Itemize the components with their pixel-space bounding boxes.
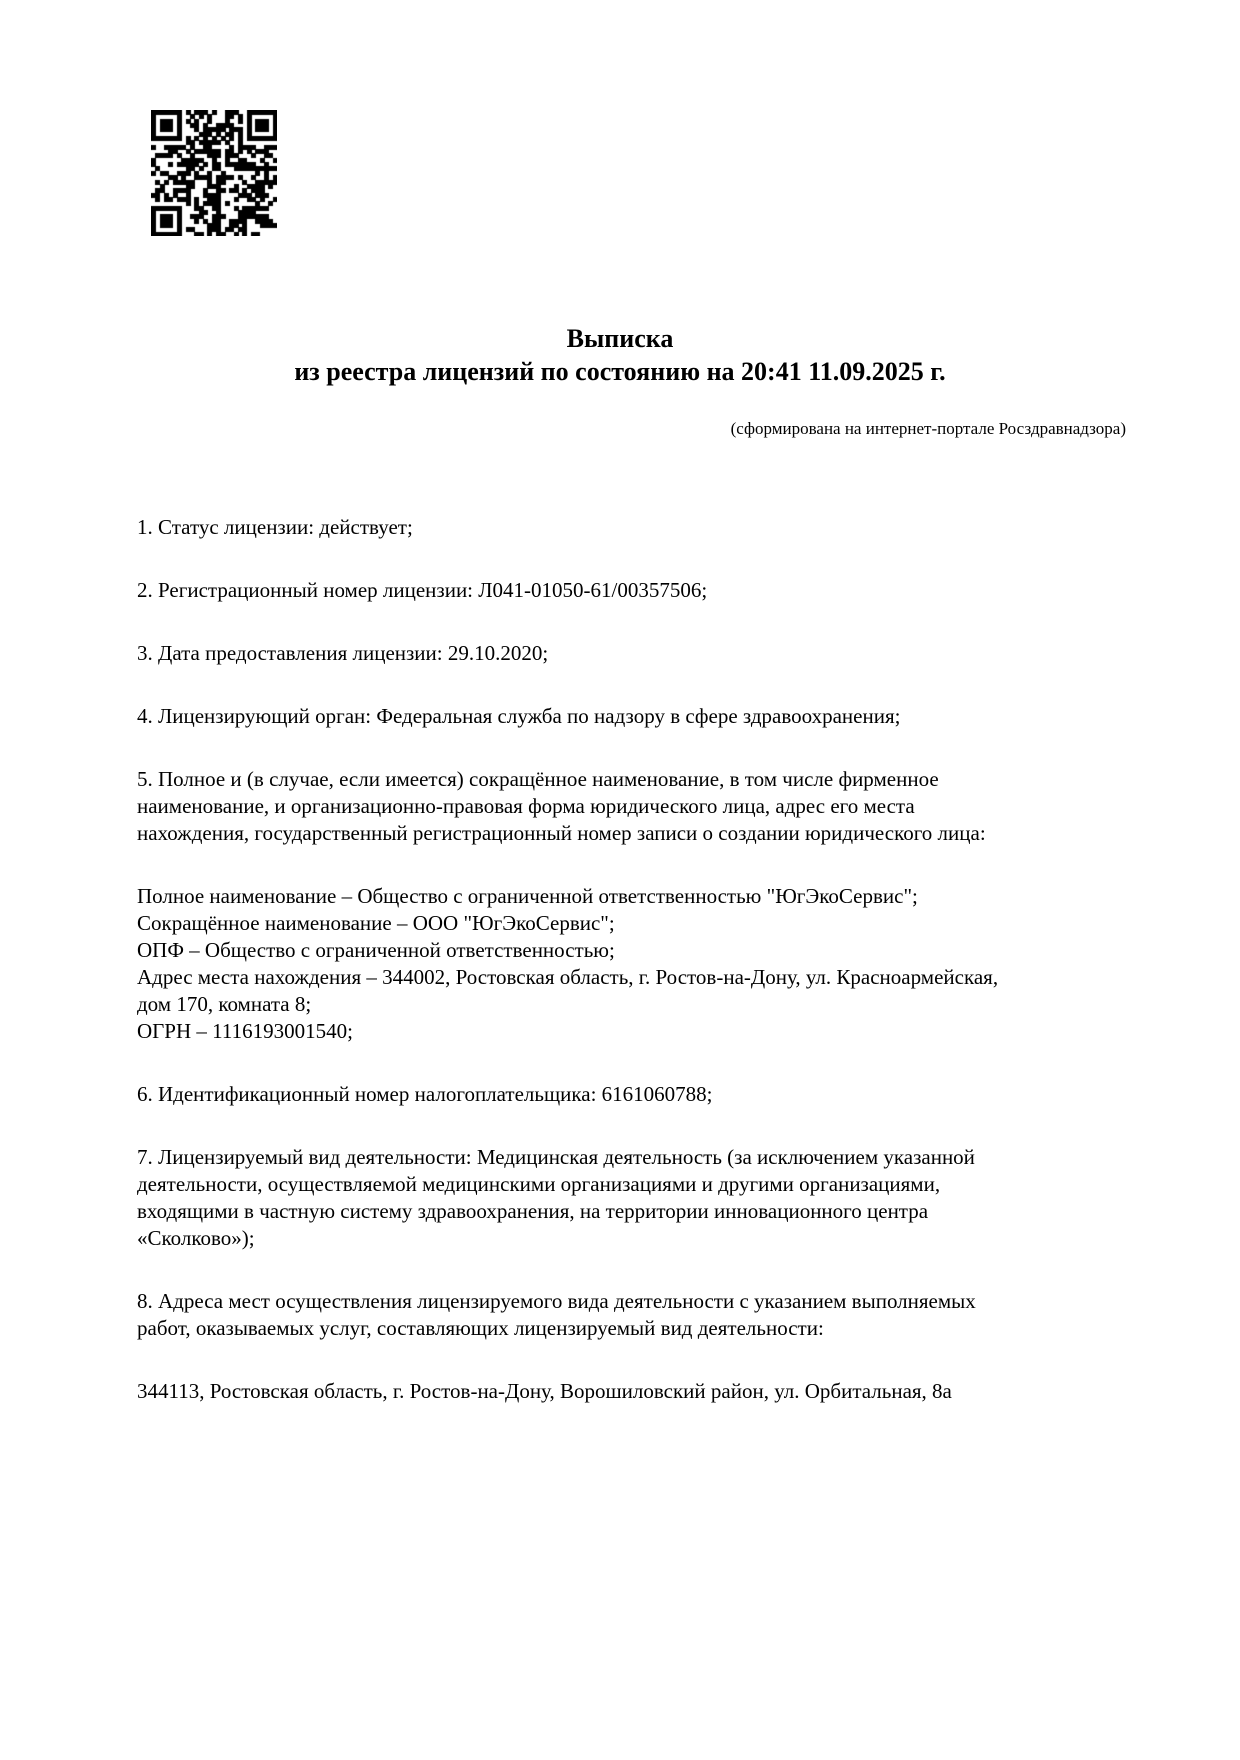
item-3-grant-date	[137, 640, 1200, 667]
text-line: деятельности, осуществляемой медицинскими организациями и другими организациями,	[137, 1172, 941, 1196]
item-7-licensed-activity	[137, 1144, 1200, 1252]
text-line: ОПФ – Общество с ограниченной ответственностью;	[137, 938, 615, 962]
text-line: «Сколково»);	[137, 1226, 255, 1250]
page-title	[0, 322, 1240, 388]
document-body	[0, 514, 1240, 1405]
text-line: 7. Лицензируемый вид деятельности: Медицинская деятельность (за исключением указанной	[137, 1145, 975, 1169]
activity-address	[137, 1378, 1200, 1405]
text-line: 6. Идентификационный номер налогоплательщика: 6161060788;	[137, 1082, 713, 1106]
text-line: Полное наименование – Общество с ограниченной ответственностью "ЮгЭкоСервис";	[137, 884, 918, 908]
text-line: 4. Лицензирующий орган: Федеральная служба по надзору в сфере здравоохранения;	[137, 704, 901, 728]
title-line-2: из реестра лицензий по состоянию на 20:41 11.09.2025 г.	[294, 357, 946, 386]
qr-code-icon	[151, 110, 277, 236]
item-2-registration-number	[137, 577, 1200, 604]
text-line: ОГРН – 1116193001540;	[137, 1019, 353, 1043]
subtitle: (сформирована на интернет-портале Росздравнадзора)	[730, 419, 1126, 438]
text-line: 5. Полное и (в случае, если имеется) сокращённое наименование, в том числе фирменное	[137, 767, 939, 791]
item-1-status	[137, 514, 1200, 541]
item-8-addresses-heading	[137, 1288, 1200, 1342]
text-line: Сокращённое наименование – ООО "ЮгЭкоСервис";	[137, 911, 615, 935]
text-line: Адрес места нахождения – 344002, Ростовская область, г. Ростов-на-Дону, ул. Красноармейская,	[137, 965, 999, 989]
text-line: наименование, и организационно-правовая форма юридического лица, адрес его места	[137, 794, 915, 818]
text-line: дом 170, комната 8;	[137, 992, 312, 1016]
text-line: входящими в частную систему здравоохранения, на территории инновационного центра	[137, 1199, 929, 1223]
text-line: нахождения, государственный регистрационный номер записи о создании юридического лица:	[137, 821, 986, 845]
text-line: 3. Дата предоставления лицензии: 29.10.2020;	[137, 641, 549, 665]
item-6-taxpayer-id	[137, 1081, 1200, 1108]
item-5-entity-heading	[137, 766, 1200, 847]
text-line: 344113, Ростовская область, г. Ростов-на-Дону, Ворошиловский район, ул. Орбитальная, 8а	[137, 1379, 952, 1403]
license-extract-page	[0, 110, 1240, 1760]
item-4-licensing-authority	[137, 703, 1200, 730]
item-5-entity-details	[137, 883, 1200, 1045]
text-line: 1. Статус лицензии: действует;	[137, 515, 413, 539]
text-line: 2. Регистрационный номер лицензии: Л041-01050-61/00357506;	[137, 578, 708, 602]
title-line-1: Выписка	[566, 324, 674, 353]
text-line: работ, оказываемых услуг, составляющих лицензируемый вид деятельности:	[137, 1316, 824, 1340]
text-line: 8. Адреса мест осуществления лицензируемого вида деятельности с указанием выполняемых	[137, 1289, 976, 1313]
